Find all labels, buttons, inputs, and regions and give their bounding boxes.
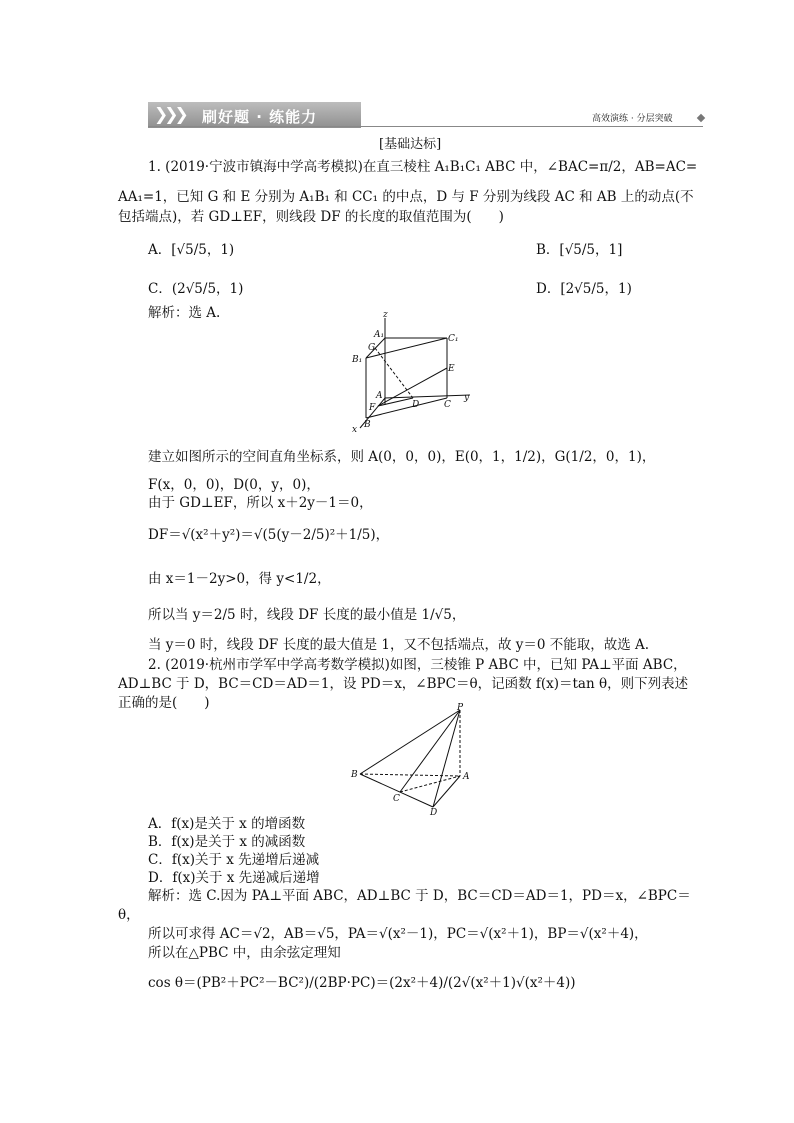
fig1-label-y: y (464, 393, 470, 403)
fig1-label-b1: B₁ (352, 355, 363, 365)
q1-option-b-value: [√5/5，1] (559, 242, 623, 258)
q1-option-c-label: C． (148, 281, 172, 297)
q1-line2: AA₁=1，已知 G 和 E 分别为 A₁B₁ 和 CC₁ 的中点，D 与 F 分别为线段 AC 和 AB 上的动点(不 (118, 189, 694, 205)
q1-option-a-value: [√5/5，1) (171, 242, 235, 258)
q2-solution-4: 所以在△PBC 中，由余弦定理知 (148, 945, 341, 961)
fig1-label-a: A (376, 391, 383, 401)
q1-line1: 1. (2019·宁波市镇海中学高考模拟)在直三棱柱 A₁B₁C₁ ABC 中，∠BAC=π/2，AB=AC= (148, 159, 698, 175)
q2-solution-1: 解析：选 C.因为 PA⊥平面 ABC，AD⊥BC 于 D，BC＝CD＝AD＝1，PD＝x，∠BPC＝ (148, 888, 691, 904)
header-divider (148, 126, 703, 127)
header-right-tag: 高效演练 · 分层突破 (592, 114, 673, 124)
fig1-label-z: z (383, 310, 388, 320)
q1-solution-2: F(x，0，0)，D(0，y，0)， (148, 477, 320, 493)
q1-solution-1: 建立如图所示的空间直角坐标系，则 A(0，0，0)，E(0，1，1/2)，G(1/2，0，1)， (148, 449, 656, 465)
header-banner (148, 102, 361, 128)
q2-option-a: A．f(x)是关于 x 的增函数 (148, 816, 306, 832)
fig1-label-c1: C₁ (448, 334, 459, 344)
prism-figure (340, 310, 480, 435)
q1-option-c (148, 277, 243, 297)
fig1-label-f: F (369, 403, 376, 413)
q2-line2: AD⊥BC 于 D，BC＝CD＝AD＝1，设 PD＝x，∠BPC＝θ，记函数 f(x)＝tan θ，则下列表述 (118, 676, 689, 692)
fig1-label-x: x (352, 425, 358, 435)
q1-solution-4: DF＝√(x²＋y²)＝√(5(y－2/5)²＋1/5)， (148, 527, 390, 543)
pyramid-figure (345, 703, 470, 818)
fig1-label-a1: A₁ (374, 330, 385, 340)
fig2-label-p: P (457, 703, 464, 713)
fig2-label-d: D (430, 808, 438, 818)
fig2-label-b: B (351, 770, 358, 780)
q1-option-c-value: (2√5/5，1) (171, 281, 244, 297)
q1-line3: 包括端点)，若 GD⊥EF，则线段 DF 的长度的取值范围为( ) (118, 209, 504, 225)
q1-solution-7: 当 y＝0 时，线段 DF 长度的最大值是 1，又不包括端点，故 y＝0 不能取，故选 A. (148, 637, 650, 653)
q1-option-d-label: D． (536, 281, 561, 297)
q2-solution-3: 所以可求得 AC＝√2，AB＝√5，PA＝√(x²－1)，PC＝√(x²＋1)，BP＝√(x²＋4)， (148, 926, 648, 942)
fig1-label-g: G (368, 343, 376, 353)
q1-option-b (536, 238, 622, 258)
q1-solution-3: 由于 GD⊥EF，所以 x＋2y－1＝0， (148, 495, 373, 511)
q2-option-d: D．f(x)关于 x 先递减后递增 (148, 870, 320, 886)
q2-solution-2: θ， (118, 907, 140, 923)
q1-answer: 解析：选 A. (148, 305, 221, 321)
q2-line3: 正确的是( ) (118, 695, 210, 711)
chevron-right-icon: ❯❯❯ (154, 105, 185, 125)
q1-option-d (536, 277, 632, 297)
fig1-label-c: C (444, 400, 451, 410)
banner-title: 刷好题 · 练能力 (202, 108, 318, 126)
q1-option-d-value: [2√5/5，1) (560, 281, 632, 297)
fig1-label-d: D (412, 400, 420, 410)
q1-solution-5: 由 x＝1－2y>0，得 y<1/2， (148, 571, 331, 587)
q2-option-c: C．f(x)关于 x 先递增后递减 (148, 852, 320, 868)
fig2-label-c: C (393, 794, 400, 804)
fig1-label-e: E (448, 364, 455, 374)
fig1-label-b: B (364, 420, 371, 430)
q1-option-b-label: B． (536, 242, 560, 258)
q1-solution-6: 所以当 y＝2/5 时，线段 DF 长度的最小值是 1/√5， (148, 607, 466, 623)
q2-option-b: B．f(x)是关于 x 的减函数 (148, 834, 306, 850)
q2-line1: 2. (2019·杭州市学军中学高考数学模拟)如图，三棱锥 P ABC 中，已知 PA⊥平面 ABC， (148, 657, 687, 673)
section-title: [基础达标] (379, 137, 442, 152)
q2-solution-5: cos θ＝(PB²＋PC²－BC²)/(2BP·PC)＝(2x²＋4)/(2√(x²＋1)√(x²＋4)) (148, 975, 576, 991)
q1-option-a (148, 238, 234, 258)
q1-option-a-label: A． (148, 242, 172, 258)
diamond-icon (697, 114, 705, 122)
fig2-label-a: A (463, 772, 470, 782)
